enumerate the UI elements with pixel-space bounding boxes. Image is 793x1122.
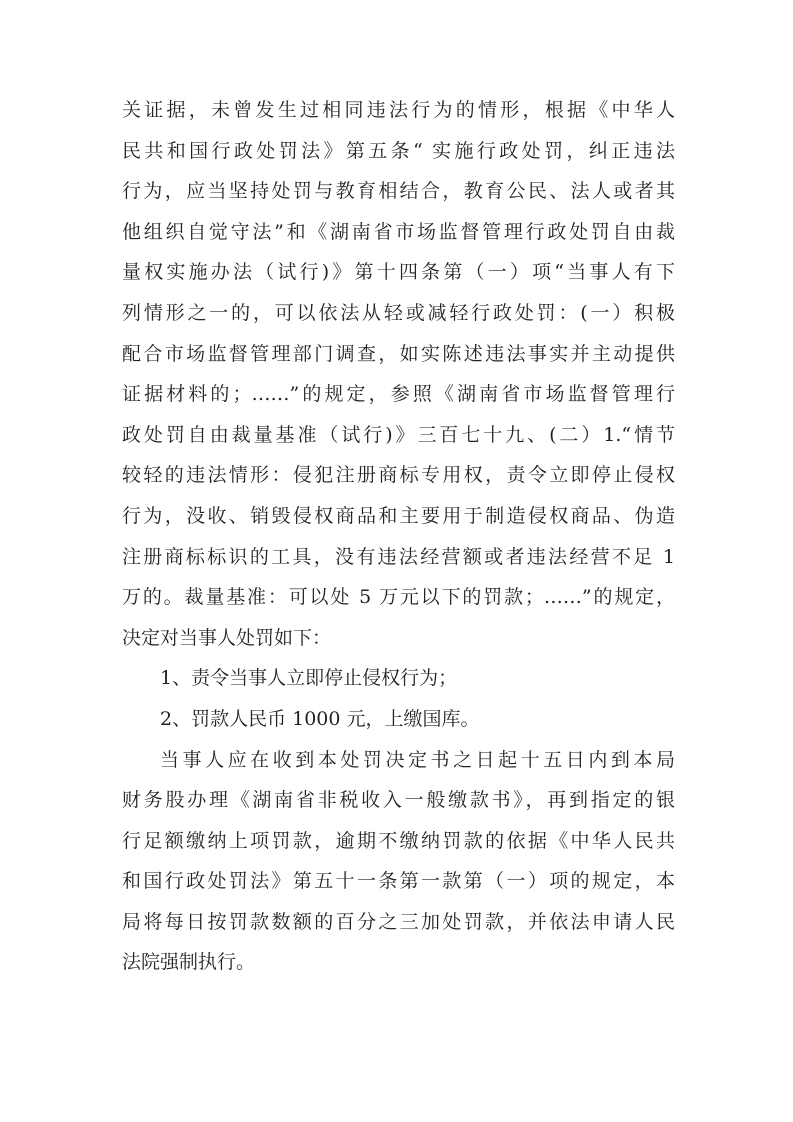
- body-line: 法院强制执行。: [122, 951, 256, 974]
- body-line: 财务股办理《湖南省非税收入一般缴款书》，再到指定的银: [122, 789, 675, 812]
- body-line: 关证据，未曾发生过相同违法行为的情形，根据《中华人: [122, 99, 675, 121]
- body-line: 行足额缴纳上项罚款，逾期不缴纳罚款的依据《中华人民共: [122, 829, 675, 852]
- body-line: 民共和国行政处罚法》第五条“ 实施行政处罚，纠正违法: [122, 139, 675, 162]
- body-line: 他组织自觉守法”和《湖南省市场监督管理行政处罚自由裁: [122, 220, 675, 243]
- body-line: 注册商标标识的工具，没有违法经营额或者违法经营不足 1: [122, 545, 675, 568]
- body-line: 行为，没收、销毁侵权商品和主要用于制造侵权商品、伪造: [122, 504, 675, 527]
- penalty-item: 2、罚款人民币 1000 元，上缴国库。: [160, 707, 480, 730]
- body-line: 局将每日按罚款数额的百分之三加处罚款，并依法申请人民: [122, 910, 675, 933]
- body-line: 和国行政处罚法》第五十一条第一款第（一）项的规定，本: [122, 870, 675, 893]
- body-line: 行为，应当坚持处罚与教育相结合，教育公民、法人或者其: [122, 180, 675, 203]
- body-line: 量权实施办法（试行)》第十四条第（一）项“当事人有下: [122, 261, 675, 284]
- body-line: 万的。裁量基准：可以处 5 万元以下的罚款；……”的规定，: [122, 586, 675, 609]
- body-line: 政处罚自由裁量基准（试行)》三百七十九、(二）1.“情节: [122, 423, 675, 446]
- body-line: 决定对当事人处罚如下：: [122, 626, 332, 649]
- body-line: 列情形之一的，可以依法从轻或减轻行政处罚：(一）积极: [122, 301, 675, 324]
- body-line: 配合市场监督管理部门调查，如实陈述违法事实并主动提供: [122, 342, 675, 365]
- body-line: 较轻的违法情形：侵犯注册商标专用权，责令立即停止侵权: [122, 464, 675, 487]
- body-line: 证据材料的；……”的规定，参照《湖南省市场监督管理行: [122, 383, 675, 406]
- penalty-item: 1、责令当事人立即停止侵权行为；: [160, 667, 458, 690]
- body-line: 当事人应在收到本处罚决定书之日起十五日内到本局: [160, 748, 675, 771]
- document-body: [122, 90, 675, 983]
